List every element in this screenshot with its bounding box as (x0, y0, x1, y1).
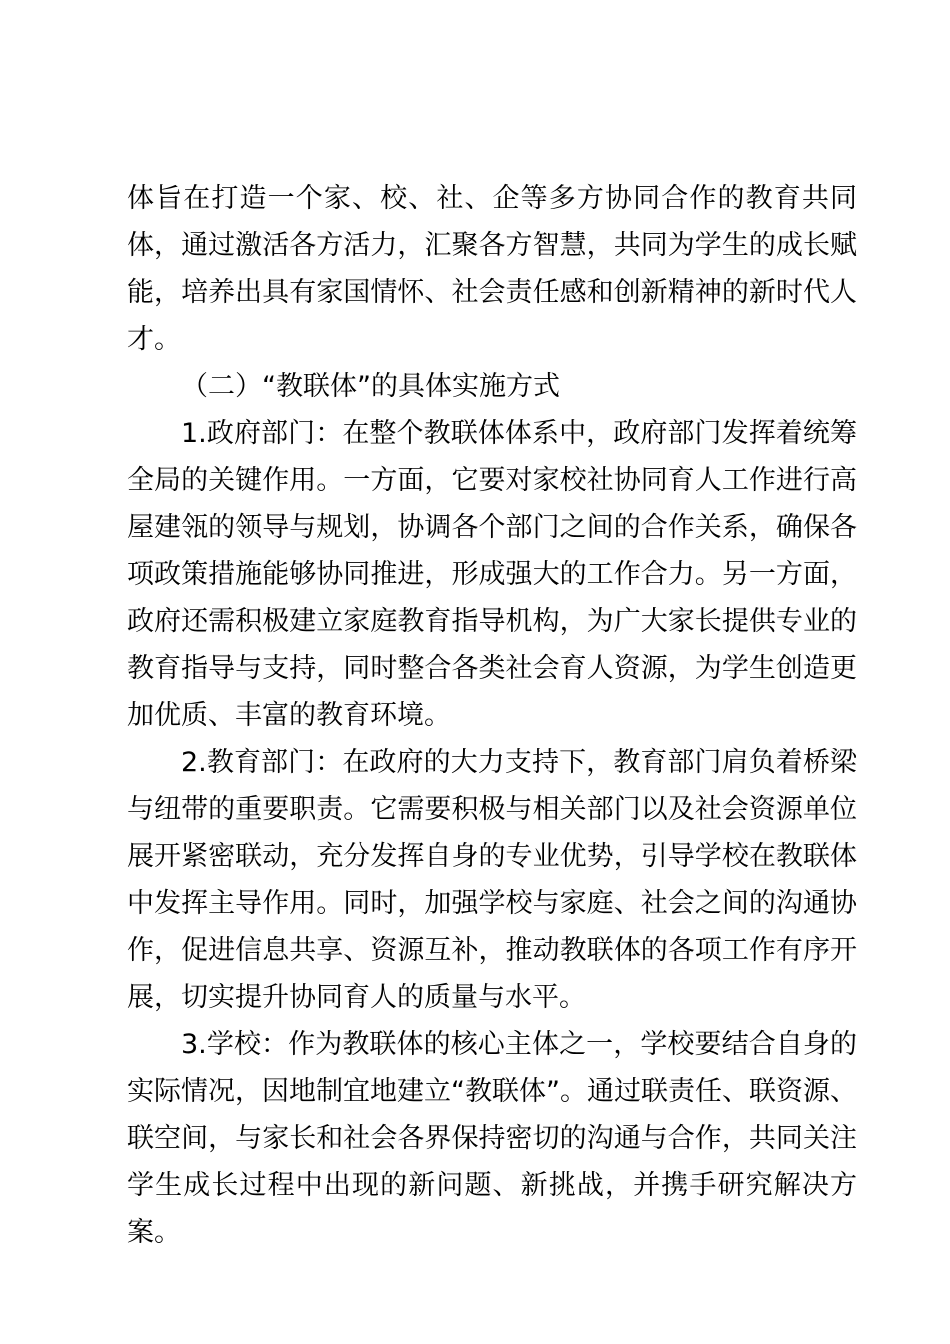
document-body (127, 175, 857, 1256)
paragraph-education-department: 2.教育部门：在政府的大力支持下，教育部门肩负着桥梁与纽带的重要职责。它需要积极与相关部门以及社会资源单位展开紧密联动，充分发挥自身的专业优势，引导学校在教联体中发挥主导作用。同时，加强学校与家庭、社会之间的沟通协作，促进信息共享、资源互补，推动教联体的各项工作有序开展，切实提升协同育人的质量与水平。 (127, 747, 857, 1013)
paragraph-intro-continuation: 体旨在打造一个家、校、社、企等多方协同合作的教育共同体，通过激活各方活力，汇聚各方智慧，共同为学生的成长赋能，培养出具有家国情怀、社会责任感和创新精神的新时代人才。 (127, 183, 857, 355)
paragraph-school: 3.学校：作为教联体的核心主体之一，学校要结合自身的实际情况，因地制宜地建立“教联体”。通过联责任、联资源、联空间，与家长和社会各界保持密切的沟通与合作，共同关注学生成长过程中出现的新问题、新挑战，并携手研究解决方案。 (127, 1029, 857, 1248)
paragraph-government: 1.政府部门：在整个教联体体系中，政府部门发挥着统筹全局的关键作用。一方面，它要对家校社协同育人工作进行高屋建瓴的领导与规划，协调各个部门之间的合作关系，确保各项政策措施能够协同推进，形成强大的工作合力。另一方面，政府还需积极建立家庭教育指导机构，为广大家长提供专业的教育指导与支持，同时整合各类社会育人资源，为学生创造更加优质、丰富的教育环境。 (127, 418, 857, 731)
section-heading: （二）“教联体”的具体实施方式 (181, 371, 560, 402)
